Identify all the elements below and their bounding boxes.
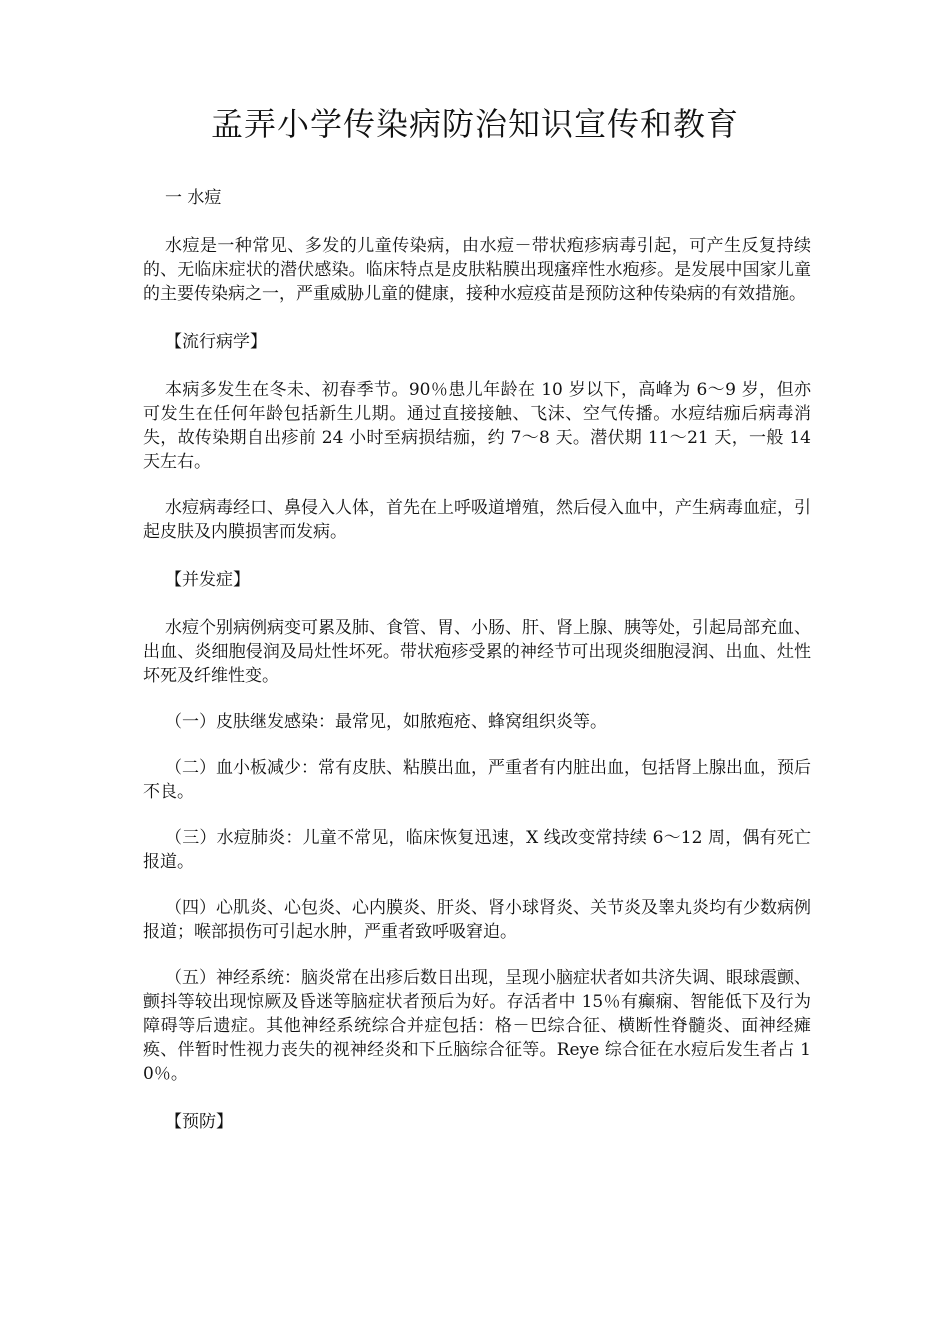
complication-item: （一）皮肤继发感染：最常见，如脓疱疮、蜂窝组织炎等。 (165, 712, 607, 732)
complication-item: （三）水痘肺炎：儿童不常见，临床恢复迅速，X 线改变常持续 6～12 周，偶有死亡报道。 (143, 828, 811, 872)
intro-paragraph: 水痘是一种常见、多发的儿童传染病，由水痘－带状疱疹病毒引起，可产生反复持续的、无临床症状的潜伏感染。临床特点是皮肤粘膜出现瘙痒性水疱疹。是发展中国家儿童的主要传染病之一，严重威胁儿童的健康，接种水痘疫苗是预防这种传染病的有效措施。 (143, 236, 811, 304)
prevention-heading: 【预防】 (165, 1112, 233, 1132)
epidemiology-heading: 【流行病学】 (165, 332, 267, 352)
epidemiology-paragraph-1: 本病多发生在冬未、初春季节。90％患儿年龄在 10 岁以下，高峰为 6～9 岁，但亦可发生在任何年龄包括新生儿期。通过直接接触、飞沫、空气传播。水痘结痂后病毒消失，故传染期自出疹前 24 小时至病损结痂，约 7～8 天。潜伏期 11～21 天，一般 14 天左右。 (143, 380, 811, 472)
complications-intro: 水痘个别病例病变可累及肺、食管、胃、小肠、肝、肾上腺、胰等处，引起局部充血、出血、炎细胞侵润及局灶性坏死。带状疱疹受累的神经节可出现炎细胞浸润、出血、灶性坏死及纤维性变。 (143, 618, 811, 686)
complication-item: （五）神经系统：脑炎常在出疹后数日出现，呈现小脑症状者如共济失调、眼球震颤、颤抖等较出现惊厥及昏迷等脑症状者预后为好。存活者中 15％有癫痫、智能低下及行为障碍等后遗症。其他神经系统综合并症包括：格－巴综合征、横断性脊髓炎、面神经瘫痪、伴暂时性视力丧失的视神经炎和下丘脑综合征等。Reye 综合征在水痘后发生者占 10％。 (143, 968, 811, 1084)
document-title: 孟弄小学传染病防治知识宣传和教育 (210, 105, 739, 143)
document-body (143, 186, 811, 1134)
complication-item: （二）血小板减少：常有皮肤、粘膜出血，严重者有内脏出血，包括肾上腺出血，预后不良。 (143, 758, 811, 802)
complications-heading: 【并发症】 (165, 570, 250, 590)
section-heading: 一 水痘 (165, 188, 222, 208)
epidemiology-paragraph-2: 水痘病毒经口、鼻侵入人体，首先在上呼吸道增殖，然后侵入血中，产生病毒血症，引起皮肤及内膜损害而发病。 (143, 498, 811, 542)
complication-item: （四）心肌炎、心包炎、心内膜炎、肝炎、肾小球肾炎、关节炎及睾丸炎均有少数病例报道；喉部损伤可引起水肿，严重者致呼吸窘迫。 (143, 898, 811, 942)
